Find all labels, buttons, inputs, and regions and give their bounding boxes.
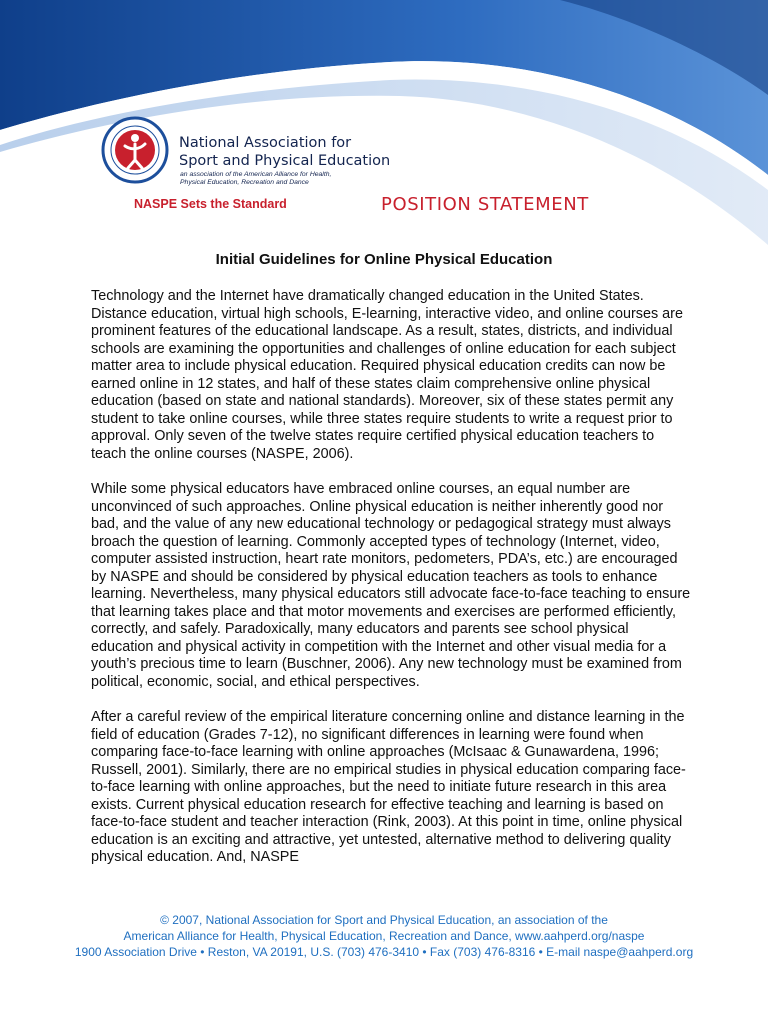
paragraph-3: After a careful review of the empirical literature concerning online and distance learning in the field of education (Grades 7-12), no significant differences in learning were found when comparing face-to-face learning with online approaches (McIsaac & Gunawardena, 1996; Russell, 2001). Similarly, there are no empirical studies in physical education comparing face-to-face learning with online approaches, but the need to initiate future research in this area exists. Current physical education research for effective teaching and learning is based on face-to-face student and teacher interaction (Rink, 2003). At this point in time, online physical education is an exciting and attractive, yet untested, alternative method to delivering quality physical education. And, NASPE [91,709,686,865]
org-name-line-2: Sport and Physical Education [179,153,391,169]
org-sub-line-2: Physical Education, Recreation and Dance [180,178,309,186]
org-sub-line-1: an association of the American Alliance for Health, [180,171,332,178]
footer-alliance: American Alliance for Health, Physical Education, Recreation and Dance, www.aahperd.org/naspe [123,929,645,943]
naspe-seal-logo [101,116,169,184]
document-type-label: POSITION STATEMENT [381,194,589,215]
document-title: Initial Guidelines for Online Physical Education [215,251,553,268]
org-name-line-1: National Association for [179,135,352,151]
organization-name [179,134,390,170]
footer-contact: 1900 Association Drive • Reston, VA 20191, U.S. (703) 476-3410 • Fax (703) 476-8316 • E-mail naspe@aahperd.org [74,945,694,959]
body-text [91,288,691,885]
organization-affiliation [180,171,331,186]
paragraph-2: While some physical educators have embraced online courses, an equal number are unconvinced of such approaches. Online physical education is neither inherently good nor bad, and the value of any new educational technology or pedagogical strategy must always broach the question of learning. Commonly accepted types of technology (Internet, video, computer assisted instruction, heart rate monitors, pedometers, PDA’s, etc.) are encouraged by NASPE and should be considered by physical education teachers as tools to enhance learning. Nevertheless, many physical educators still advocate face-to-face teaching to ensure that learning takes place and that motor movements and exercises are performed efficiently, correctly, and safely. Paradoxically, many educators and parents see school physical education and physical activity in competition with the Internet and other visual media for a youth’s precious time to learn (Buschner, 2006). Any new technology must be examined from political, economic, social, and ethical perspectives. [91,481,691,690]
footer-copyright: © 2007, National Association for Sport and Physical Education, an association of the [160,913,608,927]
tagline: NASPE Sets the Standard [134,197,287,211]
paragraph-1: Technology and the Internet have dramatically changed education in the United States. Distance education, virtual high schools, E-learning, interactive video, and online courses are prominent features of the educational landscape. As a result, states, districts, and individual schools are examining the opportunities and challenges of online education for each subject matter area to include physical education. Required physical education credits can now be earned online in 12 states, and half of these states claim comprehensive online physical education (based on state and national standards). Moreover, six of these states permit any student to take online courses, while three states require students to write a request prior to approval. Only seven of the twelve states require certified physical education teachers to teach the online courses (NASPE, 2006). [91,288,683,462]
footer [0,912,768,960]
